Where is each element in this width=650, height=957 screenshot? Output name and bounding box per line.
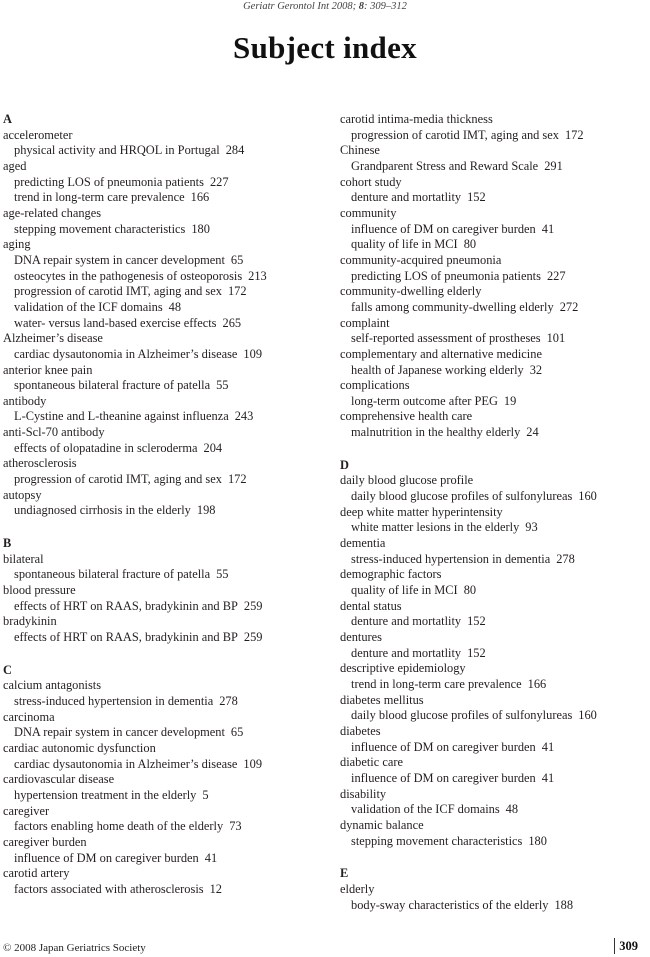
index-term: atherosclerosis bbox=[3, 456, 77, 471]
index-term: anti-Scl-70 antibody bbox=[3, 425, 105, 440]
subentry-page: 32 bbox=[529, 362, 543, 377]
index-subentry bbox=[340, 425, 650, 441]
index-subentry bbox=[340, 363, 650, 379]
subentry-text: daily blood glucose profiles of sulfonylureas bbox=[351, 489, 573, 504]
subentry-text: L-Cystine and L-theanine against influenza bbox=[14, 409, 229, 424]
subentry-text: body-sway characteristics of the elderly bbox=[351, 897, 549, 912]
index-subentry bbox=[340, 834, 650, 850]
subentry-page: 166 bbox=[190, 190, 210, 205]
subentry-text: influence of DM on caregiver burden bbox=[351, 770, 536, 785]
subentry-page: 48 bbox=[168, 299, 182, 314]
index-term: caregiver bbox=[3, 803, 50, 818]
subentry-page: 109 bbox=[243, 756, 263, 771]
subentry-text: white matter lesions in the elderly bbox=[351, 520, 520, 535]
subentry-text: water- versus land-based exercise effects bbox=[14, 315, 217, 330]
subentry-text: effects of olopatadine in scleroderma bbox=[14, 440, 198, 455]
index-subentry bbox=[3, 599, 323, 615]
index-subentry bbox=[3, 694, 323, 710]
subentry-page: 227 bbox=[546, 268, 566, 283]
subentry-page: 73 bbox=[229, 819, 242, 834]
index-term: demographic factors bbox=[340, 567, 442, 582]
index-term: complementary and alternative medicine bbox=[340, 346, 542, 361]
index-subentry bbox=[3, 347, 323, 363]
index-subentry bbox=[3, 222, 323, 238]
subentry-text: long-term outcome after PEG bbox=[351, 393, 498, 408]
subentry-page: 80 bbox=[463, 237, 477, 252]
index-subentry bbox=[3, 788, 323, 804]
index-term: cohort study bbox=[340, 174, 402, 189]
section-letter: B bbox=[3, 536, 12, 551]
index-subentry bbox=[340, 677, 650, 693]
subentry-text: quality of life in MCI bbox=[351, 237, 458, 252]
subentry-text: cardiac dysautonomia in Alzheimer’s disease bbox=[14, 756, 238, 771]
index-term: antibody bbox=[3, 393, 47, 408]
index-subentry bbox=[3, 175, 323, 191]
index-term: caregiver burden bbox=[3, 834, 87, 849]
subentry-page: 259 bbox=[243, 630, 263, 644]
subentry-text: quality of life in MCI bbox=[351, 583, 458, 598]
subentry-text: progression of carotid IMT, aging and sex bbox=[14, 284, 222, 299]
subentry-text: effects of HRT on RAAS, bradykinin and BP bbox=[14, 630, 238, 644]
subentry-page: 278 bbox=[219, 693, 238, 708]
subentry-page: 188 bbox=[554, 897, 574, 912]
subentry-page: 65 bbox=[230, 252, 244, 267]
subentry-text: influence of DM on caregiver burden bbox=[351, 221, 536, 236]
subentry-page: 278 bbox=[556, 551, 575, 566]
index-term: complications bbox=[340, 378, 410, 393]
subentry-page: 152 bbox=[467, 190, 486, 205]
subentry-text: hypertension treatment in the elderly bbox=[14, 787, 197, 802]
journal-citation bbox=[0, 0, 650, 14]
index-term: aged bbox=[3, 158, 27, 173]
index-term: dental status bbox=[340, 598, 402, 613]
subentry-text: validation of the ICF domains bbox=[14, 299, 163, 314]
index-subentry bbox=[3, 503, 323, 519]
index-subentry bbox=[340, 802, 650, 818]
subentry-text: osteocytes in the pathogenesis of osteoporosis bbox=[14, 268, 243, 283]
index-term: diabetic care bbox=[340, 755, 403, 770]
subentry-page: 291 bbox=[544, 158, 563, 173]
subentry-text: falls among community-dwelling elderly bbox=[351, 299, 554, 314]
subentry-text: health of Japanese working elderly bbox=[351, 362, 524, 377]
subentry-text: malnutrition in the healthy elderly bbox=[351, 425, 521, 440]
index-term: comprehensive health care bbox=[340, 409, 473, 424]
section-letter: E bbox=[340, 866, 349, 881]
index-term: deep white matter hyperintensity bbox=[340, 504, 503, 519]
subentry-text: denture and mortatlity bbox=[351, 614, 462, 629]
index-subentry bbox=[340, 489, 650, 505]
subentry-text: physical activity and HRQOL in Portugal bbox=[14, 143, 220, 158]
index-subentry bbox=[3, 472, 323, 488]
subentry-page: 213 bbox=[248, 268, 267, 283]
section-letter: A bbox=[3, 112, 12, 126]
index-term: dentures bbox=[340, 630, 382, 644]
index-term: carotid intima-media thickness bbox=[340, 112, 493, 126]
subentry-page: 160 bbox=[578, 489, 597, 504]
index-subentry bbox=[340, 128, 650, 144]
subentry-text: influence of DM on caregiver burden bbox=[14, 850, 199, 865]
index-term: elderly bbox=[340, 881, 375, 896]
copyright-notice: © 2008 Japan Geriatrics Society bbox=[3, 942, 146, 954]
subentry-page: 41 bbox=[541, 739, 555, 754]
index-subentry bbox=[340, 552, 650, 568]
subentry-page: 259 bbox=[243, 598, 263, 613]
index-subentry bbox=[340, 237, 650, 253]
subentry-page: 41 bbox=[541, 221, 555, 236]
index-subentry bbox=[340, 771, 650, 787]
index-subentry bbox=[3, 378, 323, 394]
index-subentry bbox=[3, 851, 323, 867]
index-term: Alzheimer’s disease bbox=[3, 331, 103, 346]
index-subentry bbox=[3, 882, 323, 898]
subentry-page: 180 bbox=[191, 221, 210, 236]
section-letter: C bbox=[3, 662, 12, 677]
subentry-text: factors associated with atherosclerosis bbox=[14, 881, 204, 896]
index-subentry bbox=[3, 284, 323, 300]
index-subentry bbox=[340, 300, 650, 316]
index-subentry bbox=[340, 394, 650, 410]
index-term: dementia bbox=[340, 536, 386, 551]
subentry-page: 152 bbox=[467, 614, 486, 629]
subentry-text: stress-induced hypertension in dementia bbox=[14, 693, 214, 708]
index-term: dynamic balance bbox=[340, 817, 424, 832]
index-subentry bbox=[340, 898, 650, 914]
index-term: carcinoma bbox=[3, 709, 55, 724]
subentry-text: DNA repair system in cancer development bbox=[14, 725, 225, 740]
index-term: bradykinin bbox=[3, 614, 57, 629]
index-term: diabetes mellitus bbox=[340, 692, 424, 707]
index-term: accelerometer bbox=[3, 127, 73, 142]
subentry-page: 172 bbox=[227, 472, 247, 487]
subentry-page: 166 bbox=[527, 676, 547, 691]
index-subentry bbox=[340, 159, 650, 175]
subentry-text: stepping movement characteristics bbox=[14, 221, 186, 236]
index-term: cardiovascular disease bbox=[3, 772, 115, 787]
index-subentry bbox=[340, 269, 650, 285]
subentry-page: 180 bbox=[528, 833, 547, 848]
subentry-text: trend in long-term care prevalence bbox=[14, 190, 185, 205]
subentry-text: DNA repair system in cancer development bbox=[14, 252, 225, 267]
subentry-text: factors enabling home death of the elderly bbox=[14, 819, 224, 834]
journal-text: Geriatr Gerontol Int 2008; bbox=[243, 1, 359, 12]
index-subentry bbox=[340, 708, 650, 724]
subentry-page: 284 bbox=[225, 143, 245, 158]
index-column-right bbox=[340, 112, 650, 913]
subentry-text: self-reported assessment of prostheses bbox=[351, 331, 541, 346]
index-term: disability bbox=[340, 786, 387, 801]
index-subentry bbox=[3, 269, 323, 285]
subentry-page: 227 bbox=[209, 174, 229, 189]
index-subentry bbox=[3, 409, 323, 425]
subentry-page: 55 bbox=[216, 567, 229, 582]
subentry-text: undiagnosed cirrhosis in the elderly bbox=[14, 503, 191, 518]
index-subentry bbox=[3, 819, 323, 835]
index-subentry bbox=[3, 441, 323, 457]
subentry-page: 243 bbox=[234, 409, 254, 424]
subentry-text: validation of the ICF domains bbox=[351, 802, 500, 817]
subentry-text: predicting LOS of pneumonia patients bbox=[351, 268, 541, 283]
subentry-page: 24 bbox=[526, 425, 539, 440]
subentry-page: 93 bbox=[525, 520, 538, 535]
index-term: Chinese bbox=[340, 143, 380, 158]
subentry-text: daily blood glucose profiles of sulfonylureas bbox=[351, 708, 573, 723]
index-subentry bbox=[3, 725, 323, 741]
index-subentry bbox=[340, 614, 650, 630]
page-title: Subject index bbox=[233, 30, 417, 65]
subentry-text: denture and mortatlity bbox=[351, 645, 462, 660]
index-subentry bbox=[3, 300, 323, 316]
subentry-text: stepping movement characteristics bbox=[351, 833, 523, 848]
subentry-text: cardiac dysautonomia in Alzheimer’s disease bbox=[14, 346, 238, 361]
index-subentry bbox=[3, 316, 323, 332]
subentry-text: trend in long-term care prevalence bbox=[351, 676, 522, 691]
index-subentry bbox=[3, 757, 323, 773]
subentry-text: progression of carotid IMT, aging and sex bbox=[351, 127, 559, 142]
index-subentry bbox=[3, 190, 323, 206]
subentry-text: predicting LOS of pneumonia patients bbox=[14, 174, 204, 189]
index-term: descriptive epidemiology bbox=[340, 661, 466, 676]
subentry-text: spontaneous bilateral fracture of patella bbox=[14, 567, 211, 582]
subentry-page: 172 bbox=[227, 284, 247, 299]
index-term: diabetes bbox=[340, 723, 381, 738]
index-subentry bbox=[3, 630, 323, 646]
journal-pages: : 309–312 bbox=[364, 1, 407, 12]
index-term: blood pressure bbox=[3, 583, 76, 598]
subentry-page: 41 bbox=[541, 770, 555, 785]
index-term: bilateral bbox=[3, 551, 44, 566]
index-term: aging bbox=[3, 237, 31, 252]
index-term: carotid artery bbox=[3, 866, 70, 881]
footer-divider bbox=[614, 938, 615, 954]
index-subentry bbox=[340, 222, 650, 238]
subentry-text: Grandparent Stress and Reward Scale bbox=[351, 158, 539, 173]
index-subentry bbox=[3, 567, 323, 583]
subentry-text: influence of DM on caregiver burden bbox=[351, 739, 536, 754]
index-term: community bbox=[340, 205, 397, 220]
index-term: anterior knee pain bbox=[3, 362, 93, 377]
index-subentry bbox=[340, 740, 650, 756]
index-term: community-dwelling elderly bbox=[340, 284, 482, 299]
subentry-page: 160 bbox=[578, 708, 597, 723]
subentry-page: 48 bbox=[505, 802, 519, 817]
index-subentry bbox=[3, 253, 323, 269]
subentry-page: 152 bbox=[467, 645, 486, 660]
subentry-text: progression of carotid IMT, aging and sex bbox=[14, 472, 222, 487]
subentry-page: 80 bbox=[463, 583, 477, 598]
subentry-page: 109 bbox=[243, 346, 263, 361]
index-subentry bbox=[340, 520, 650, 536]
index-subentry bbox=[340, 331, 650, 347]
subentry-page: 41 bbox=[204, 850, 218, 865]
section-letter: D bbox=[340, 457, 349, 472]
index-term: community-acquired pneumonia bbox=[340, 252, 502, 267]
index-subentry bbox=[340, 583, 650, 599]
subentry-page: 272 bbox=[559, 299, 579, 314]
index-subentry bbox=[340, 646, 650, 662]
journal-volume: 8 bbox=[358, 1, 365, 12]
subentry-page: 19 bbox=[503, 393, 517, 408]
subentry-text: spontaneous bilateral fracture of patella bbox=[14, 378, 211, 393]
subentry-text: stress-induced hypertension in dementia bbox=[351, 551, 551, 566]
subentry-page: 265 bbox=[222, 315, 242, 330]
subentry-text: effects of HRT on RAAS, bradykinin and BP bbox=[14, 598, 238, 613]
subentry-page: 198 bbox=[196, 503, 216, 518]
index-subentry bbox=[340, 190, 650, 206]
index-term: calcium antagonists bbox=[3, 678, 102, 693]
subentry-page: 101 bbox=[546, 331, 566, 346]
index-term: daily blood glucose profile bbox=[340, 473, 474, 488]
index-term: complaint bbox=[340, 315, 390, 330]
subentry-page: 172 bbox=[564, 127, 584, 142]
subentry-page: 65 bbox=[230, 725, 244, 740]
subentry-page: 204 bbox=[203, 440, 223, 455]
index-term: age-related changes bbox=[3, 205, 102, 220]
index-column-left bbox=[3, 112, 323, 898]
index-subentry bbox=[3, 143, 323, 159]
page-number: 309 bbox=[619, 939, 638, 953]
index-term: autopsy bbox=[3, 487, 42, 502]
subentry-page: 55 bbox=[216, 378, 229, 393]
index-term: cardiac autonomic dysfunction bbox=[3, 740, 156, 755]
subentry-text: denture and mortatlity bbox=[351, 190, 462, 205]
subentry-page: 12 bbox=[209, 881, 222, 896]
subentry-page: 5 bbox=[202, 787, 209, 802]
